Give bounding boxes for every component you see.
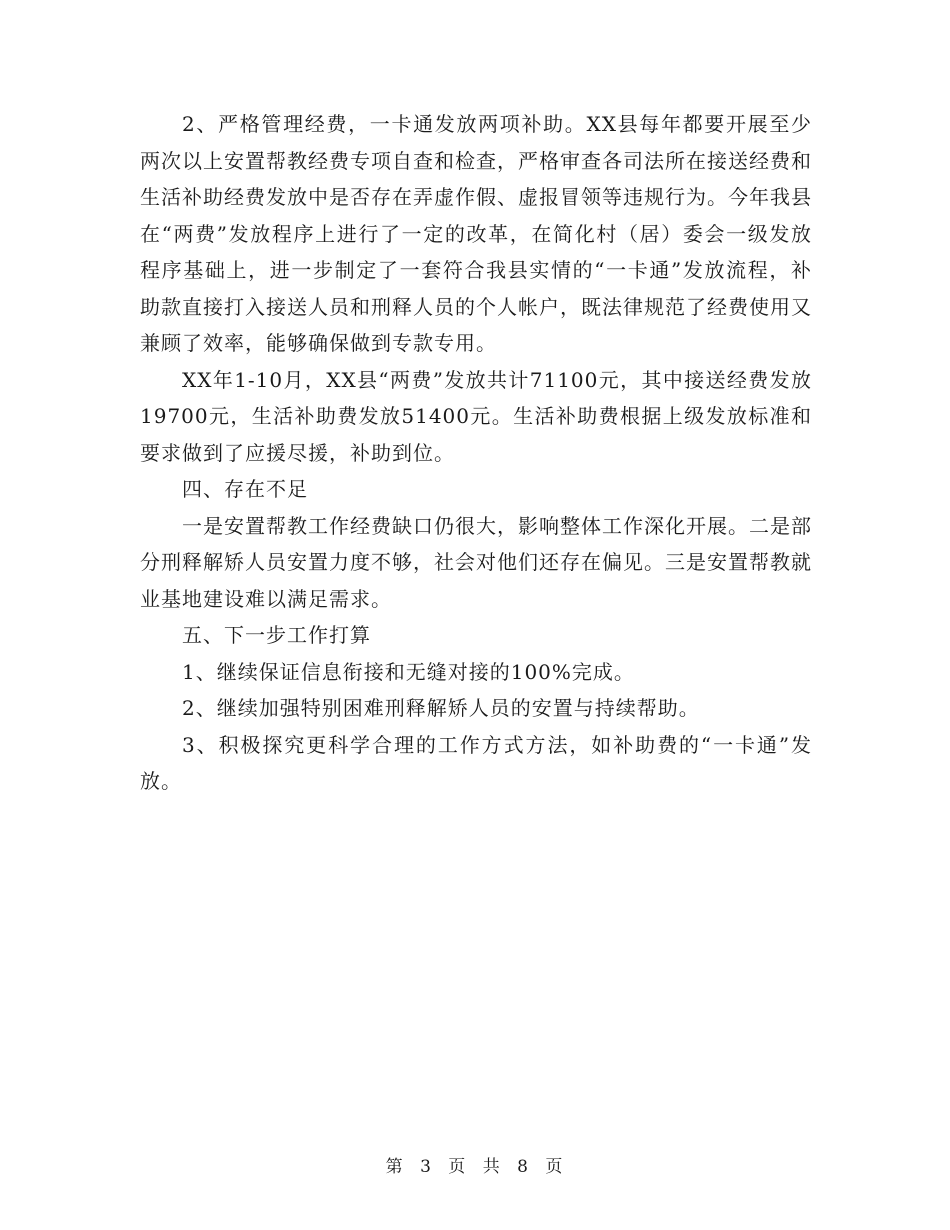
footer-total-pages: 8 (517, 1157, 530, 1177)
document-body (140, 106, 812, 800)
list-item-next-step-2: 2、继续加强特别困难刑释解矫人员的安置与持续帮助。 (182, 696, 700, 720)
paragraph-funding-management: 2、严格管理经费，一卡通发放两项补助。XX县每年都要开展至少两次以上安置帮教经费专项自查和检查，严格审查各司法所在接送经费和生活补助经费发放中是否存在弄虚作假、虚报冒领等违规行为。今年我县在“两费”发放程序上进行了一定的改革，在简化村（居）委会一级发放程序基础上，进一步制定了一套符合我县实情的“一卡通”发放流程，补助款直接打入接送人员和刑释人员的个人帐户，既法律规范了经费使用又兼顾了效率，能够确保做到专款专用。 (140, 112, 812, 355)
list-item-next-step-3: 3、积极探究更科学合理的工作方式方法，如补助费的“一卡通”发放。 (140, 732, 812, 793)
paragraph-funding-figures: XX年1-10月，XX县“两费”发放共计71100元，其中接送经费发放19700元，生活补助费发放51400元。生活补助费根据上级发放标准和要求做到了应援尽援，补助到位。 (140, 367, 812, 465)
footer-label-di: 第 (385, 1157, 405, 1177)
heading-next-steps: 五、下一步工作打算 (182, 623, 371, 647)
paragraph-shortcomings: 一是安置帮教工作经费缺口仍很大，影响整体工作深化开展。二是部分刑释解矫人员安置力度不够，社会对他们还存在偏见。三是安置帮教就业基地建设难以满足需求。 (140, 513, 812, 611)
list-item-next-step-1: 1、继续保证信息衔接和无缝对接的100%完成。 (182, 659, 635, 684)
heading-shortcomings: 四、存在不足 (182, 477, 308, 501)
footer-label-gong: 共 (482, 1157, 502, 1177)
footer-label-ye: 页 (448, 1157, 468, 1177)
page-footer (0, 1152, 950, 1177)
footer-current-page: 3 (420, 1157, 433, 1177)
footer-label-ye-2: 页 (545, 1157, 565, 1177)
